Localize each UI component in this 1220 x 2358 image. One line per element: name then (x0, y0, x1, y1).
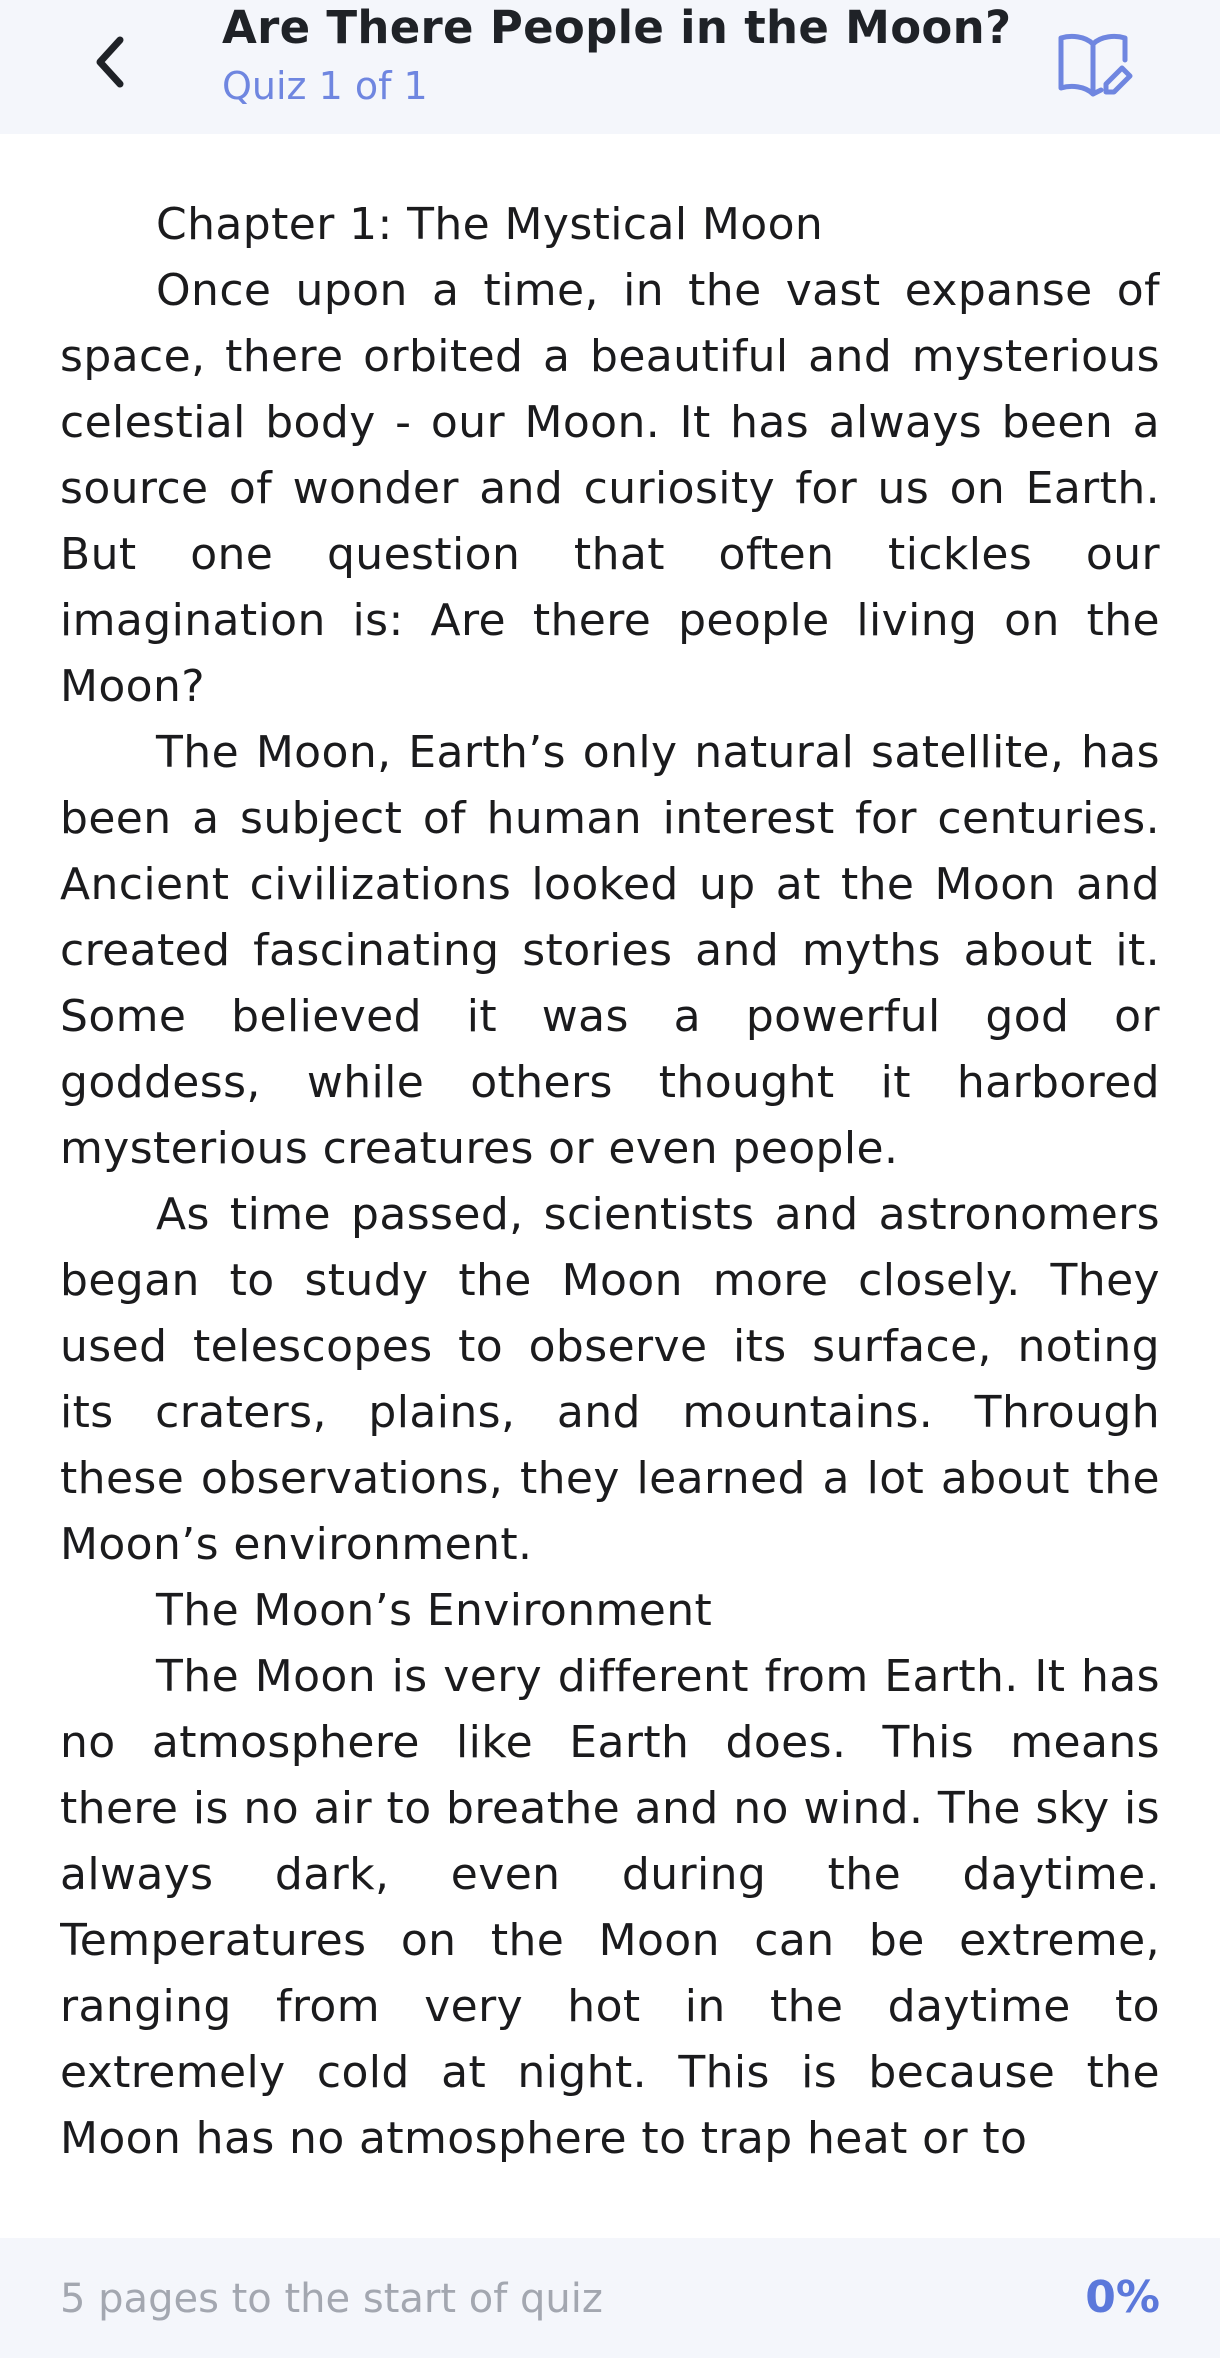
story-paragraph: Chapter 1: The Mystical Moon (156, 199, 824, 250)
story-paragraph: Once upon a time, in the vast expanse of space, there orbited a beautiful and mysterious celestial body - our Moon. It has always been a source of wonder and curiosity for us on Earth. But one question that often tickles our imagination is: Are there people living on the Moon? (60, 265, 1160, 712)
story-paragraph: The Moon, Earth’s only natural satellite, has been a subject of human interest for centuries. Ancient civilizations looked up at the Moon and created fascinating stories and myths about it. Some believed it was a powerful god or goddess, while others thought it harbored mysterious creatures or even people. (60, 727, 1160, 1174)
chevron-left-icon (90, 32, 130, 92)
story-text (60, 192, 1160, 2202)
page-title: Are There People in the Moon? (222, 1, 1012, 54)
book-edit-icon (1057, 30, 1133, 100)
book-button[interactable] (1052, 22, 1138, 108)
pages-to-quiz-label: 5 pages to the start of quiz (60, 2276, 603, 2322)
top-bar (0, 0, 1220, 134)
story-paragraph: As time passed, scientists and astronomers began to study the Moon more closely. They used telescopes to observe its surface, noting its craters, plains, and mountains. Through these observations, they learned a lot about the Moon’s environment. (60, 1189, 1160, 1570)
bottom-bar (0, 2238, 1220, 2358)
story-paragraph: The Moon is very different from Earth. It has no atmosphere like Earth does. This means there is no air to breathe and no wind. The sky is always dark, even during the daytime. Temperatures on the Moon can be extreme, ranging from very hot in the daytime to extremely cold at night. This is because the Moon has no atmosphere to trap heat or to (60, 1651, 1160, 2164)
progress-percent: 0% (1085, 2272, 1160, 2323)
quiz-counter: Quiz 1 of 1 (222, 64, 428, 108)
story-paragraph: The Moon’s Environment (156, 1585, 713, 1636)
back-button[interactable] (78, 22, 142, 102)
